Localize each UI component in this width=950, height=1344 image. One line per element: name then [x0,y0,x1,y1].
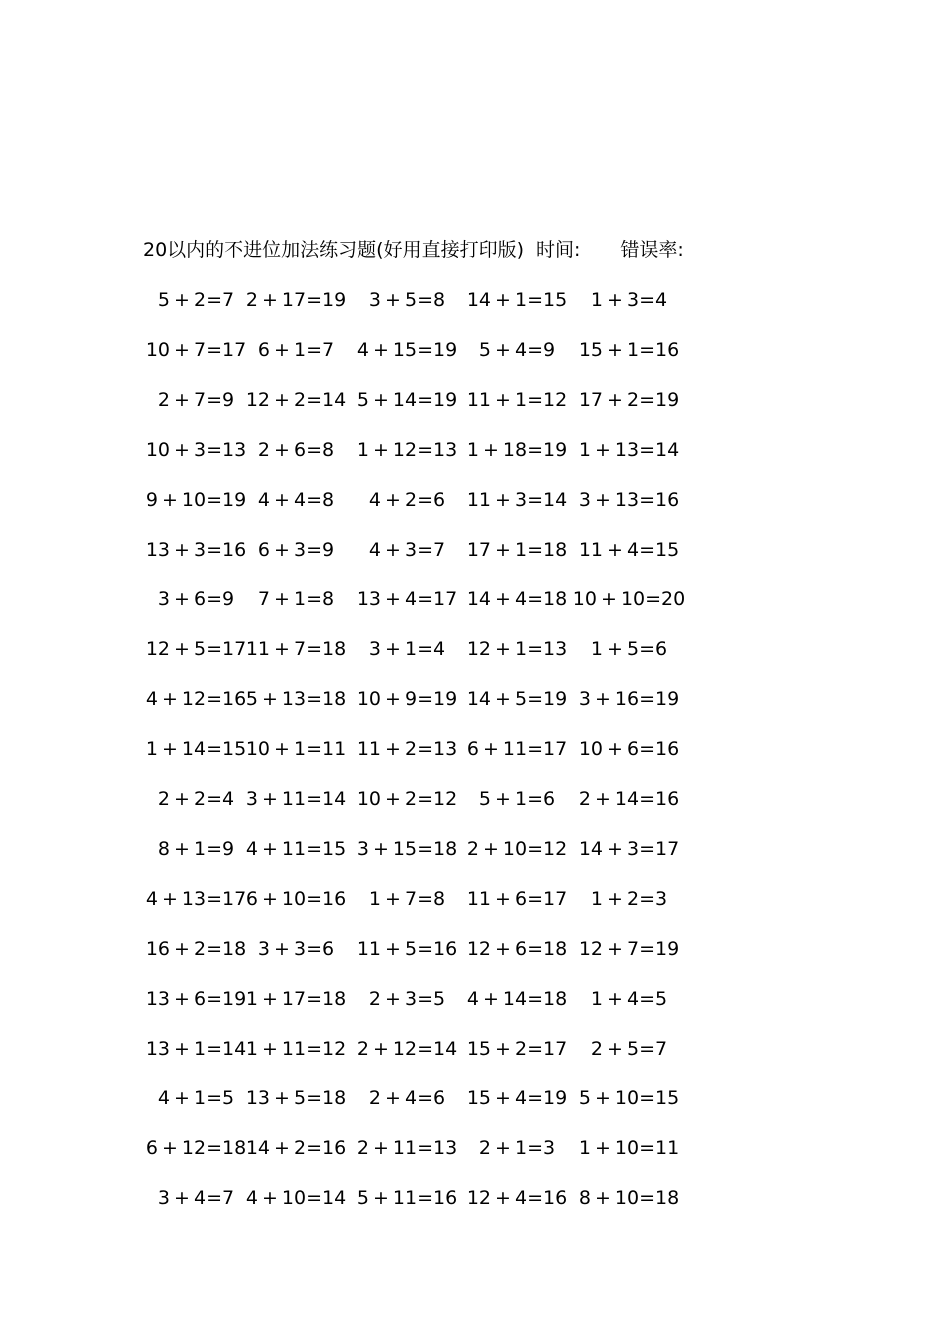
addition-problem: 2 + 2=4 [157,788,235,810]
title-text: 20以内的不进位加法练习题(好用直接打印版) [143,239,525,261]
addition-problem: 3 + 6=9 [157,588,235,611]
problem-row [0,984,950,1014]
addition-problem: 1 + 11=12 [245,1037,347,1060]
addition-problem: 3 + 5=8 [368,289,446,311]
problem-row [0,1133,950,1163]
addition-problem: 14 + 4=18 [466,588,568,611]
addition-problem: 4 + 10=14 [245,1187,347,1210]
addition-problem: 4 + 14=18 [466,987,568,1010]
addition-problem: 17 + 2=19 [578,388,680,411]
problem-row [0,784,950,814]
addition-problem: 4 + 12=16 [145,688,247,711]
problem-row [0,734,950,764]
addition-problem: 6 + 11=17 [466,738,568,761]
addition-problem: 10 + 9=19 [356,688,458,711]
addition-problem: 1 + 2=3 [590,887,668,910]
problem-row [0,834,950,864]
addition-problem: 1 + 12=13 [356,438,458,461]
addition-problem: 4 + 3=7 [368,538,446,561]
addition-problem: 12 + 5=17 [145,638,247,661]
addition-problem: 11 + 7=18 [245,638,347,661]
addition-problem: 1 + 17=18 [245,987,347,1010]
addition-problem: 9 + 10=19 [145,488,247,511]
addition-problem: 13 + 6=19 [145,987,247,1010]
addition-problem: 12 + 1=13 [466,638,568,661]
addition-problem: 3 + 4=7 [157,1187,235,1210]
addition-problem: 3 + 15=18 [356,837,458,860]
addition-problem: 2 + 5=7 [590,1037,668,1060]
addition-problem: 4 + 11=15 [245,837,347,860]
addition-problem: 1 + 18=19 [466,438,568,461]
problem-row [0,335,950,365]
addition-problem: 12 + 4=16 [466,1187,568,1210]
problem-row [0,1083,950,1113]
addition-problem: 4 + 1=5 [157,1087,235,1110]
problem-row [0,884,950,914]
addition-problem: 12 + 6=18 [466,937,568,960]
addition-problem: 2 + 7=9 [157,388,235,411]
addition-problem: 12 + 7=19 [578,937,680,960]
addition-problem: 14 + 2=16 [245,1137,347,1160]
addition-problem: 5 + 2=7 [157,289,235,311]
worksheet-title [143,236,684,264]
addition-problem: 1 + 10=11 [578,1137,680,1160]
addition-problem: 2 + 14=16 [578,788,680,810]
addition-problem: 14 + 5=19 [466,688,568,711]
addition-problem: 10 + 6=16 [578,738,680,761]
addition-problem: 15 + 1=16 [578,338,680,361]
addition-problem: 8 + 10=18 [578,1187,680,1210]
addition-problem: 1 + 4=5 [590,987,668,1010]
addition-problem: 13 + 3=16 [145,538,247,561]
addition-problem: 4 + 13=17 [145,887,247,910]
addition-problem: 10 + 10=20 [572,588,686,611]
problem-row [0,485,950,515]
addition-problem: 5 + 11=16 [356,1187,458,1210]
addition-problem: 5 + 10=15 [578,1087,680,1110]
addition-problem: 15 + 2=17 [466,1037,568,1060]
addition-problem: 11 + 1=12 [466,388,568,411]
addition-problem: 11 + 6=17 [466,887,568,910]
addition-problem: 6 + 10=16 [245,887,347,910]
addition-problem: 5 + 13=18 [245,688,347,711]
problem-row [0,934,950,964]
addition-problem: 15 + 4=19 [466,1087,568,1110]
addition-problem: 1 + 13=14 [578,438,680,461]
addition-problem: 1 + 7=8 [368,887,446,910]
addition-problem: 2 + 4=6 [368,1087,446,1110]
addition-problem: 11 + 5=16 [356,937,458,960]
addition-problem: 13 + 5=18 [245,1087,347,1110]
addition-problem: 3 + 13=16 [578,488,680,511]
addition-problem: 11 + 3=14 [466,488,568,511]
problem-row [0,385,950,415]
addition-problem: 4 + 4=8 [257,488,335,511]
addition-problem: 5 + 4=9 [478,338,556,361]
addition-problem: 11 + 4=15 [578,538,680,561]
addition-problem: 8 + 1=9 [157,837,235,860]
addition-problem: 3 + 16=19 [578,688,680,711]
addition-problem: 6 + 1=7 [257,338,335,361]
addition-problem: 7 + 1=8 [257,588,335,611]
time-label: 时间: [536,239,581,261]
addition-problem: 2 + 11=13 [356,1137,458,1160]
addition-problem: 2 + 3=5 [368,987,446,1010]
problem-row [0,285,950,315]
addition-problem: 4 + 2=6 [368,488,446,511]
addition-problem: 1 + 5=6 [590,638,668,661]
addition-problem: 2 + 17=19 [245,289,347,311]
problem-row [0,1034,950,1064]
addition-problem: 14 + 3=17 [578,837,680,860]
addition-problem: 13 + 1=14 [145,1037,247,1060]
addition-problem: 1 + 3=4 [590,289,668,311]
error-rate-label: 错误率: [620,239,684,261]
addition-problem: 1 + 14=15 [145,738,247,761]
addition-problem: 3 + 3=6 [257,937,335,960]
addition-problem: 3 + 1=4 [368,638,446,661]
addition-problem: 14 + 1=15 [466,289,568,311]
addition-problem: 4 + 15=19 [356,338,458,361]
addition-problem: 16 + 2=18 [145,937,247,960]
addition-problem: 12 + 2=14 [245,388,347,411]
addition-problem: 10 + 1=11 [245,738,347,761]
problem-row [0,584,950,614]
problem-row [0,535,950,565]
addition-problem: 10 + 7=17 [145,338,247,361]
addition-problem: 2 + 12=14 [356,1037,458,1060]
addition-problem: 6 + 12=18 [145,1137,247,1160]
addition-problem: 2 + 10=12 [466,837,568,860]
addition-problem: 5 + 14=19 [356,388,458,411]
problem-row [0,684,950,714]
addition-problem: 2 + 1=3 [478,1137,556,1160]
problem-row [0,435,950,465]
problem-row [0,1183,950,1213]
addition-problem: 17 + 1=18 [466,538,568,561]
addition-problem: 3 + 11=14 [245,788,347,810]
addition-problem: 11 + 2=13 [356,738,458,761]
addition-problem: 5 + 1=6 [478,788,556,810]
addition-problem: 10 + 3=13 [145,438,247,461]
addition-problem: 6 + 3=9 [257,538,335,561]
addition-problem: 13 + 4=17 [356,588,458,611]
addition-problem: 2 + 6=8 [257,438,335,461]
addition-problem: 10 + 2=12 [356,788,458,810]
problem-row [0,634,950,664]
